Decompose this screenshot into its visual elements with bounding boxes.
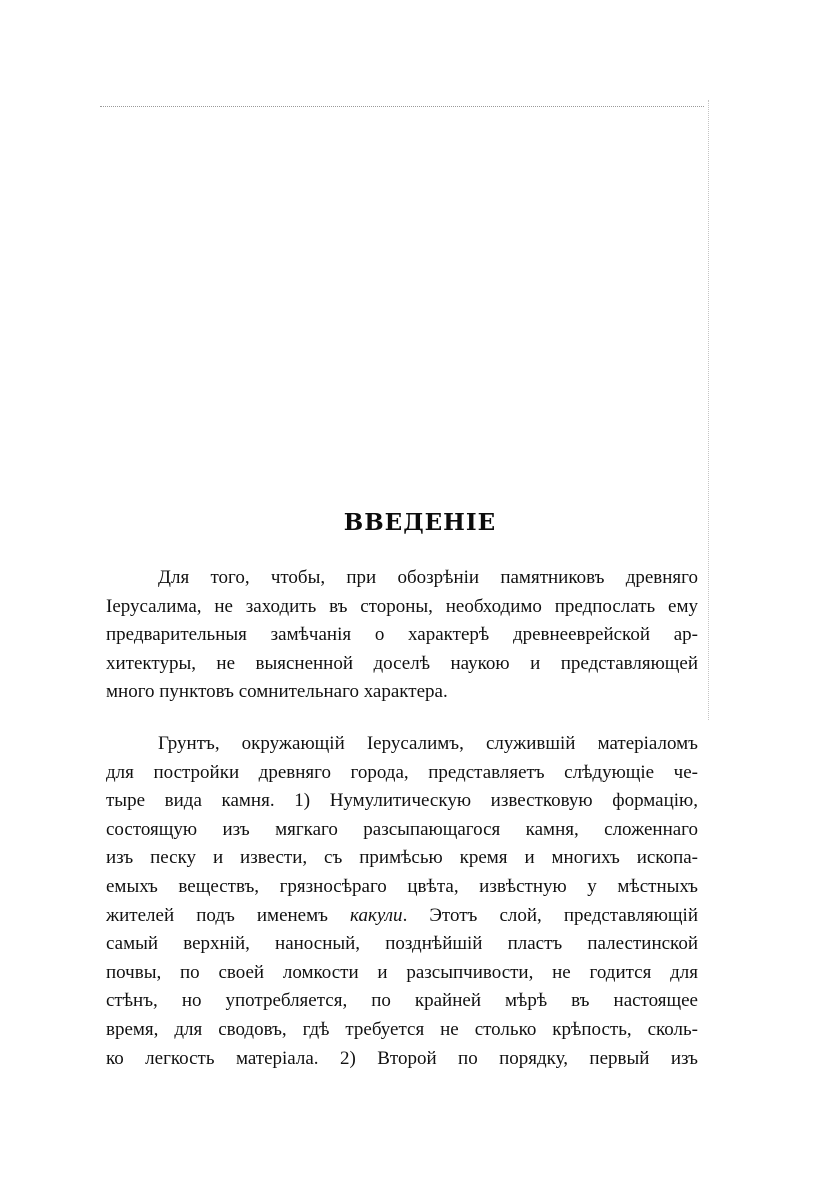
text-line: много пунктовъ сомнительнаго характера. bbox=[106, 681, 448, 703]
text-line-with-italic-term bbox=[106, 902, 698, 931]
text-line: предварительныя замѣчанія о характерѣ древнееврейской ар- bbox=[106, 624, 698, 646]
text-line: изъ песку и извести, съ примѣсью кремя и многихъ ископа- bbox=[106, 847, 698, 869]
text-line: стѣнъ, но употребляется, по крайней мѣрѣ въ настоящее bbox=[106, 990, 698, 1012]
text-line: Для того, чтобы, при обозрѣніи памятниковъ древняго bbox=[158, 567, 698, 588]
text-line: самый верхній, наносный, позднѣйшій пластъ палестинской bbox=[106, 933, 698, 955]
text-line: ко легкость матеріала. 2) Второй по порядку, первый изъ bbox=[106, 1047, 698, 1069]
italic-term: какули bbox=[350, 904, 403, 926]
text-line: время, для сводовъ, гдѣ требуется не столько крѣпость, сколь- bbox=[106, 1018, 698, 1040]
right-margin-dots bbox=[708, 100, 709, 720]
text-line: емыхъ веществъ, грязносѣраго цвѣта, извѣстную у мѣстныхъ bbox=[106, 875, 698, 897]
text-line: тыре вида камня. 1) Нумулитическую известковую формацію, bbox=[106, 790, 698, 812]
top-dotted-rule bbox=[100, 106, 704, 107]
text-line: почвы, по своей ломкости и разсыпчивости, не годится для bbox=[106, 961, 698, 983]
line-tail: . Этотъ слой, представляющій bbox=[402, 904, 698, 926]
text-line: хитектуры, не выясненной доселѣ наукою и представляющей bbox=[106, 652, 698, 674]
paragraph-2 bbox=[106, 730, 698, 1073]
text-line: Іерусалима, не заходить въ стороны, необходимо предпослать ему bbox=[106, 595, 698, 617]
text-line: Грунтъ, окружающій Іерусалимъ, служившій матеріаломъ bbox=[158, 733, 698, 754]
paragraph-1 bbox=[106, 564, 698, 707]
line-lead: жителей подъ именемъ bbox=[106, 904, 351, 926]
text-line: состоящую изъ мягкаго разсыпающагося камня, сложеннаго bbox=[106, 818, 698, 840]
text-line: для постройки древняго города, представляетъ слѣдующіе че- bbox=[106, 761, 698, 783]
chapter-heading: ВВЕДЕНІЕ bbox=[343, 509, 497, 537]
